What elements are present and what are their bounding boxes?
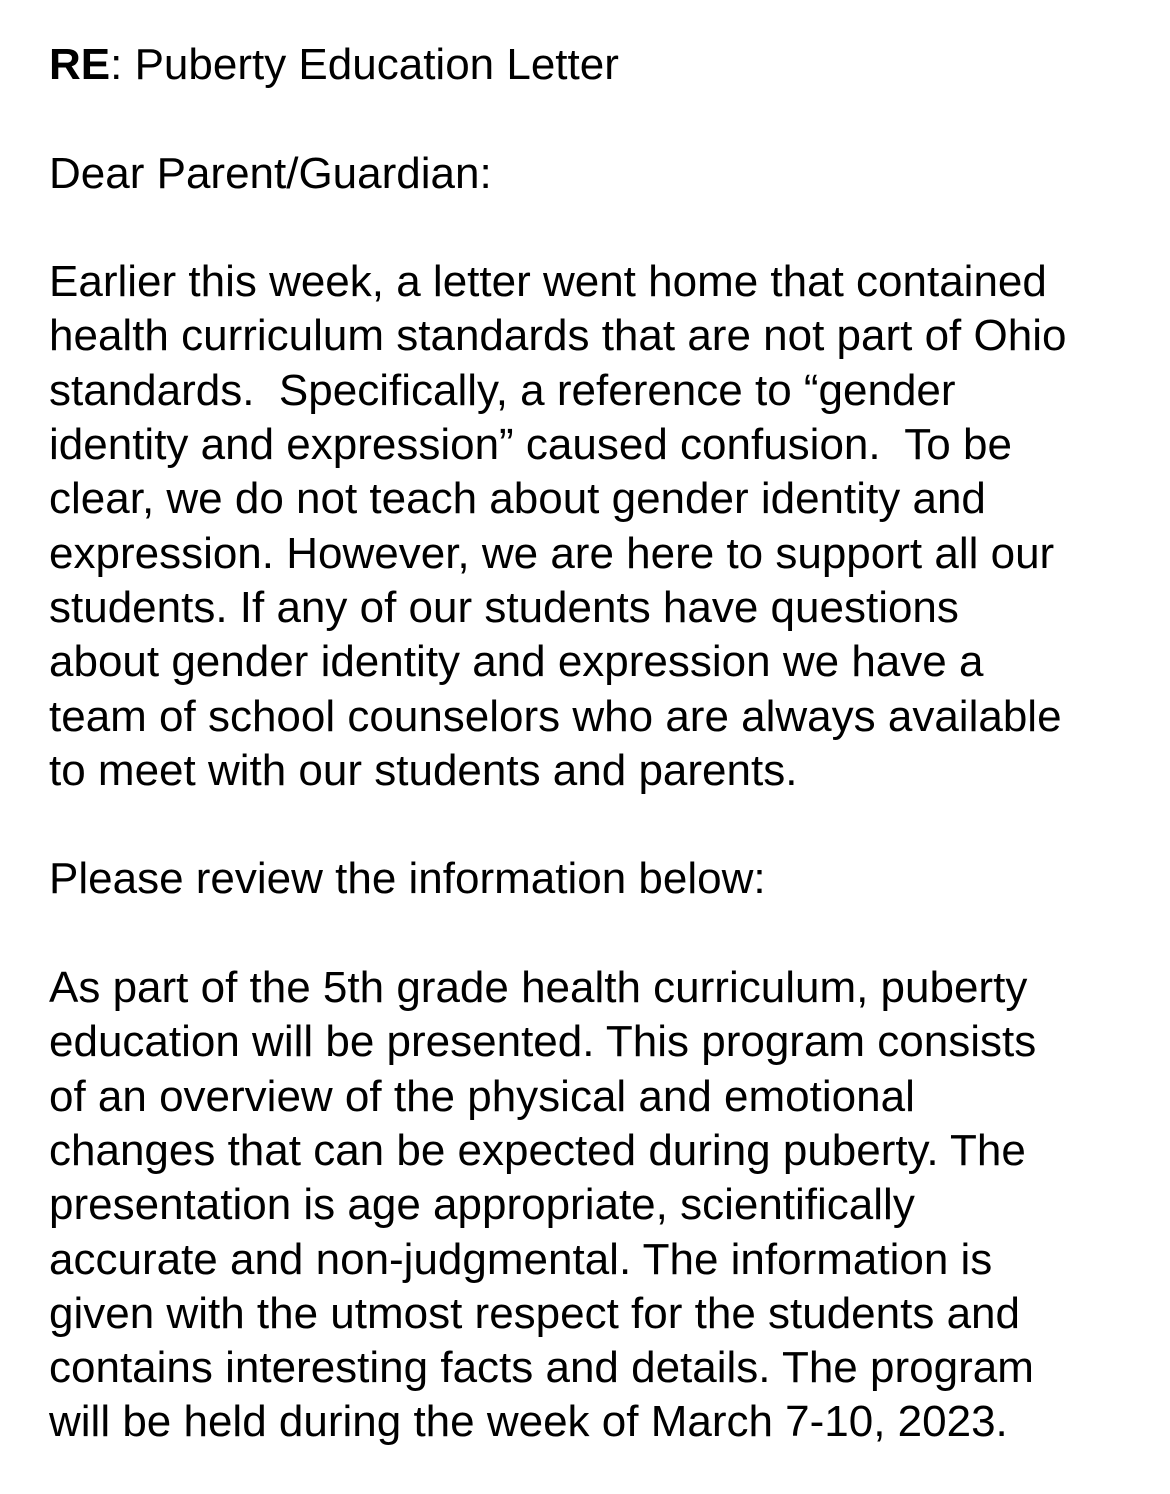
paragraph-line: of an overview of the physical and emotional — [49, 1071, 915, 1121]
paragraph-line: Earlier this week, a letter went home that contained — [49, 257, 1047, 307]
paragraph-line: contains interesting facts and details. The program — [49, 1343, 1034, 1393]
paragraph-line: health curriculum standards that are not part of Ohio — [49, 311, 1067, 361]
paragraph-line: will be held during the week of March 7-10, 2023. — [49, 1397, 1008, 1447]
paragraph-line: presentation is age appropriate, scientifically — [49, 1180, 915, 1230]
paragraph-program-info — [49, 961, 1139, 1450]
paragraph-line: identity and expression” caused confusion. To be — [49, 420, 1012, 470]
paragraph-clarification — [49, 255, 1139, 798]
paragraph-line: As part of the 5th grade health curriculum, puberty — [49, 963, 1028, 1013]
review-instruction — [49, 852, 1139, 906]
paragraph-line: to meet with our students and parents. — [49, 745, 798, 795]
review-instruction-text: Please review the information below: — [49, 854, 766, 904]
paragraph-line: about gender identity and expression we have a — [49, 637, 984, 687]
re-label: RE — [49, 40, 111, 89]
paragraph-line: changes that can be expected during puberty. The — [49, 1125, 1026, 1175]
paragraph-line: standards. Specifically, a reference to “gender — [49, 365, 956, 415]
paragraph-line: accurate and non-judgmental. The information is — [49, 1234, 993, 1284]
salutation-text: Dear Parent/Guardian: — [49, 148, 492, 198]
paragraph-line: given with the utmost respect for the students and — [49, 1288, 1020, 1338]
subject-line — [49, 38, 1139, 92]
paragraph-line: students. If any of our students have questions — [49, 582, 959, 632]
salutation — [49, 147, 1139, 201]
letter-document — [49, 38, 1139, 1450]
paragraph-line: team of school counselors who are always available — [49, 691, 1062, 741]
paragraph-line: expression. However, we are here to support all our — [49, 528, 1055, 578]
paragraph-line: clear, we do not teach about gender identity and — [49, 474, 986, 524]
subject-line-text — [49, 38, 1139, 92]
paragraph-line: education will be presented. This program consists — [49, 1017, 1037, 1067]
subject-text: : Puberty Education Letter — [110, 40, 619, 89]
